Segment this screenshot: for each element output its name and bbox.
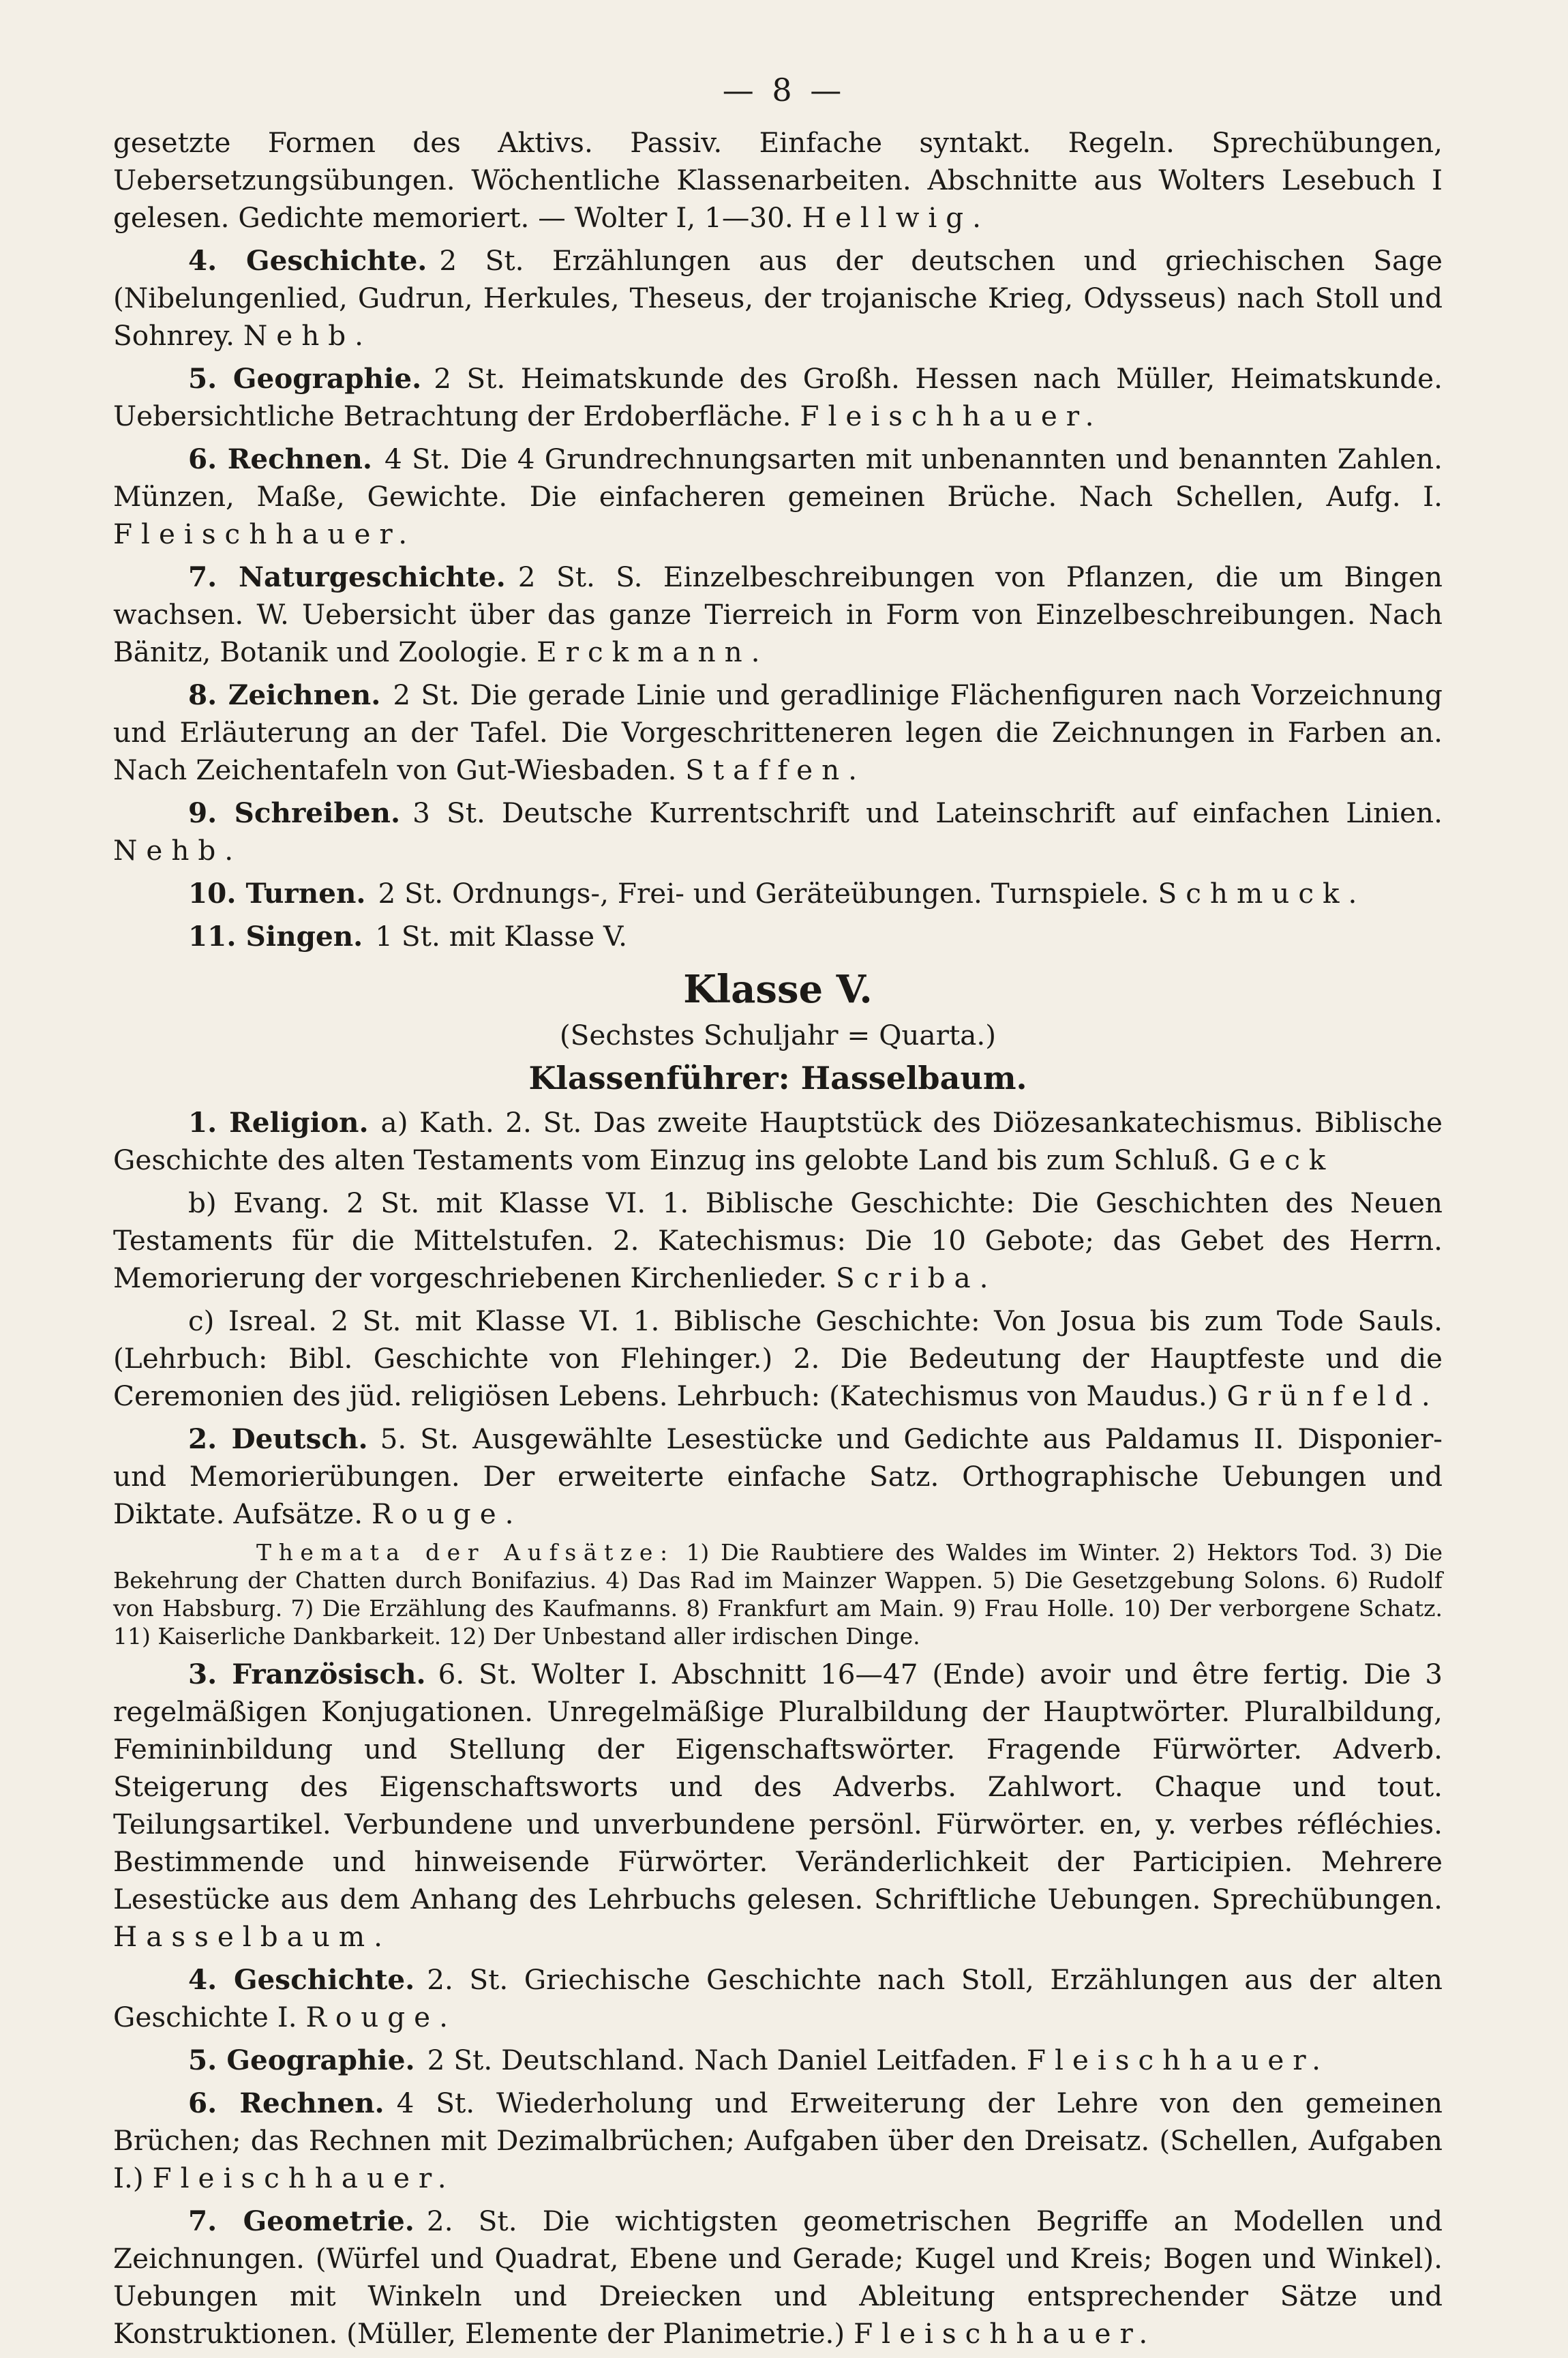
subject-geographie-v (113, 2042, 1443, 2079)
page-number: — 8 — (722, 72, 846, 108)
subject-rechnen-v (113, 2085, 1443, 2197)
subject-text: b) Evang. 2 St. mit Klasse VI. 1. Biblische Geschichte: Die Geschichten des Neuen Testaments für die Mittelstufen. 2. Katechismus: Die 10 Gebote; das Gebet des Herrn. Memorierung der vorgeschriebenen Kirchenlieder. (113, 1187, 1443, 1294)
subject-text: 2. St. Die wichtigsten geometrischen Begriffe an Modellen und Zeichnungen. (Würfel und Quadrat, Ebene und Gerade; Kugel und Kreis; Bogen und Winkel). Uebungen mit Winkeln und Dreiecken und Ableitung entsprechender Sätze und Konstruktionen. (Müller, Elemente der Planimetrie.) (113, 2205, 1443, 2350)
subject-text: 4 St. Die 4 Grundrechnungsarten mit unbenannten und benannten Zahlen. Münzen, Maße, Gewichte. Die einfacheren gemeinen Brüche. Nach Schellen, Aufg. I. (113, 443, 1443, 513)
subject-heading: 9. Schreiben. (188, 796, 401, 829)
subject-text: 1 St. mit Klasse V. (375, 920, 628, 953)
subject-text: 5. St. Ausgewählte Lesestücke und Gedichte aus Paldamus II. Disponier- und Memorierübungen. Der erweiterte einfache Satz. Orthographische Uebungen und Diktate. Aufsätze. (113, 1422, 1443, 1530)
subject-heading: 5. Geographie. (188, 362, 422, 395)
subject-turnen-vi (113, 875, 1443, 912)
subject-text: 2 St. Ordnungs-, Frei- und Geräteübungen. Turnspiele. (378, 877, 1149, 910)
subject-geschichte-v (113, 1961, 1443, 2036)
subject-text: 2 St. Deutschland. Nach Daniel Leitfaden. (427, 2044, 1019, 2076)
teacher-name: Nehb. (243, 319, 372, 352)
subject-religion-evang (113, 1184, 1443, 1297)
subject-heading: 10. Turnen. (188, 877, 366, 910)
teacher-name: Erckmann. (537, 636, 769, 668)
teacher-name: Fleischhauer. (854, 2317, 1157, 2350)
teacher-name: Schmuck. (1158, 877, 1366, 910)
subject-heading: 11. Singen. (188, 920, 363, 953)
subject-geographie-vi (113, 360, 1443, 435)
subject-heading: 7. Geometrie. (188, 2205, 414, 2237)
teacher-name: Grünfeld. (1226, 1379, 1439, 1412)
class-subtitle: (Sechstes Schuljahr = Quarta.) (559, 1019, 997, 1051)
teacher-name: Rouge. (305, 2001, 457, 2033)
subject-heading: 5. Geographie. (188, 2044, 415, 2076)
subject-heading: 4. Geschichte. (188, 244, 427, 277)
subject-text: 4 St. Wiederholung und Erweiterung der Lehre von den gemeinen Brüchen; das Rechnen mit Dezimalbrüchen; Aufgaben über den Dreisatz. (Schellen, Aufgaben I.) (113, 2087, 1443, 2194)
subject-heading: 2. Deutsch. (188, 1422, 368, 1455)
page-content (113, 124, 1443, 2358)
subject-text: 2 St. Heimatskunde des Großh. Hessen nach Müller, Heimatskunde. Uebersichtliche Betrachtung der Erdoberfläche. (113, 362, 1443, 432)
teacher-name: Geck (1228, 1144, 1335, 1176)
subject-heading: 6. Rechnen. (188, 443, 373, 475)
subject-franzoesisch (113, 1656, 1443, 1956)
subject-text: a) Kath. 2. St. Das zweite Hauptstück des Diözesankatechismus. Biblische Geschichte des alten Testaments vom Einzug ins gelobte Land bis zum Schluß. (113, 1106, 1443, 1176)
teacher-name: Scriba. (836, 1262, 997, 1294)
subject-rechnen-vi (113, 441, 1443, 553)
class-title: Klasse V. (683, 967, 873, 1012)
teacher-name: Fleischhauer. (152, 2162, 455, 2194)
subject-naturgeschichte-vi (113, 558, 1443, 671)
themes-text: 1) Die Raubtiere des Waldes im Winter. 2) Hektors Tod. 3) Die Bekehrung der Chatten durch Bonifazius. 4) Das Rad im Mainzer Wappen. 5) Die Gesetzgebung Solons. 6) Rudolf von Habsburg. 7) Die Erzählung des Kaufmanns. 8) Frankfurt am Main. 9) Frau Holle. 10) Der verborgene Schatz. 11) Kaiserliche Dankbarkeit. 12) Der Unbestand aller irdischen Dinge. (113, 1539, 1443, 1650)
teacher-name: Rouge. (371, 1497, 523, 1530)
subject-religion-kath (113, 1104, 1443, 1179)
teacher-name: Nehb. (113, 834, 243, 867)
subject-text: 2. St. Griechische Geschichte nach Stoll, Erzählungen aus der alten Geschichte I. (113, 1963, 1443, 2033)
subject-heading: 6. Rechnen. (188, 2087, 385, 2119)
teacher-name: Hasselbaum. (113, 1920, 391, 1953)
subject-text: c) Isreal. 2 St. mit Klasse VI. 1. Biblische Geschichte: Von Josua bis zum Tode Sauls. (Lehrbuch: Bibl. Geschichte von Flehinger.) 2. Die Bedeutung der Hauptfeste und die Ceremonien des jüd. religiösen Lebens. Lehrbuch: (Katechismus von Maudus.) (113, 1304, 1443, 1412)
paragraph-text: gesetzte Formen des Aktivs. Passiv. Einfache syntakt. Regeln. Sprechübungen, Uebersetzungsübungen. Wöchentliche Klassenarbeiten. Abschnitte aus Wolters Lesebuch I gelesen. Gedichte memoriert. — Wolter I, 1—30. (113, 126, 1443, 234)
subject-text: 3 St. Deutsche Kurrentschrift und Lateinschrift auf einfachen Linien. (412, 796, 1443, 829)
subject-singen-vi (113, 918, 1443, 955)
subject-text: 2 St. S. Einzelbeschreibungen von Pflanzen, die um Bingen wachsen. W. Uebersicht über das ganze Tierreich in Form von Einzelbeschreibungen. Nach Bänitz, Botanik und Zoologie. (113, 561, 1443, 668)
themes-label: Themata der Aufsätze: (256, 1539, 675, 1566)
teacher-name: Fleischhauer. (113, 518, 417, 550)
subject-text: 2 St. Die gerade Linie und geradlinige Flächenfiguren nach Vorzeichnung und Erläuterung an der Tafel. Die Vorgeschritteneren legen die Zeichnungen in Farben an. Nach Zeichentafeln von Gut-Wiesbaden. (113, 678, 1443, 786)
subject-heading: 1. Religion. (188, 1106, 369, 1139)
teacher-name: Fleischhauer. (1026, 2044, 1329, 2076)
subject-heading: 4. Geschichte. (188, 1963, 415, 1996)
subject-zeichnen-vi (113, 676, 1443, 789)
subject-heading: 8. Zeichnen. (188, 678, 381, 711)
teacher-name: Fleischhauer. (800, 400, 1103, 432)
subject-geometrie-v (113, 2203, 1443, 2353)
subject-heading: 3. Französisch. (188, 1658, 426, 1690)
essay-themes (113, 1538, 1443, 1650)
subject-heading: 7. Naturgeschichte. (188, 561, 506, 593)
subject-religion-isreal (113, 1302, 1443, 1415)
teacher-name: Hellwig. (802, 201, 990, 234)
teacher-name: Staffen. (685, 753, 866, 786)
paragraph-latin-continuation (113, 124, 1443, 237)
subject-text: 6. St. Wolter I. Abschnitt 16—47 (Ende) avoir und être fertig. Die 3 regelmäßigen Konjugationen. Unregelmäßige Pluralbildung der Hauptwörter. Pluralbildung, Femininbildung und Stellung der Eigenschaftswörter. Fragende Fürwörter. Adverb. Steigerung des Eigenschaftsworts und des Adverbs. Zahlwort. Chaque und tout. Teilungsartikel. Verbundene und unverbundene persönl. Fürwörter. en, y. verbes réfléchies. Bestimmende und hinweisende Fürwörter. Veränderlichkeit der Participien. Mehrere Lesestücke aus dem Anhang des Lehrbuchs gelesen. Schriftliche Uebungen. Sprechübungen. (113, 1658, 1443, 1915)
subject-deutsch (113, 1420, 1443, 1533)
subject-text: 2 St. Erzählungen aus der deutschen und griechischen Sage (Nibelungenlied, Gudrun, Herkules, Theseus, der trojanische Krieg, Odysseus) nach Stoll und Sohnrey. (113, 244, 1443, 352)
subject-geschichte-vi (113, 242, 1443, 355)
subject-schreiben-vi (113, 794, 1443, 869)
class-leader: Klassenführer: Hasselbaum. (528, 1060, 1027, 1096)
